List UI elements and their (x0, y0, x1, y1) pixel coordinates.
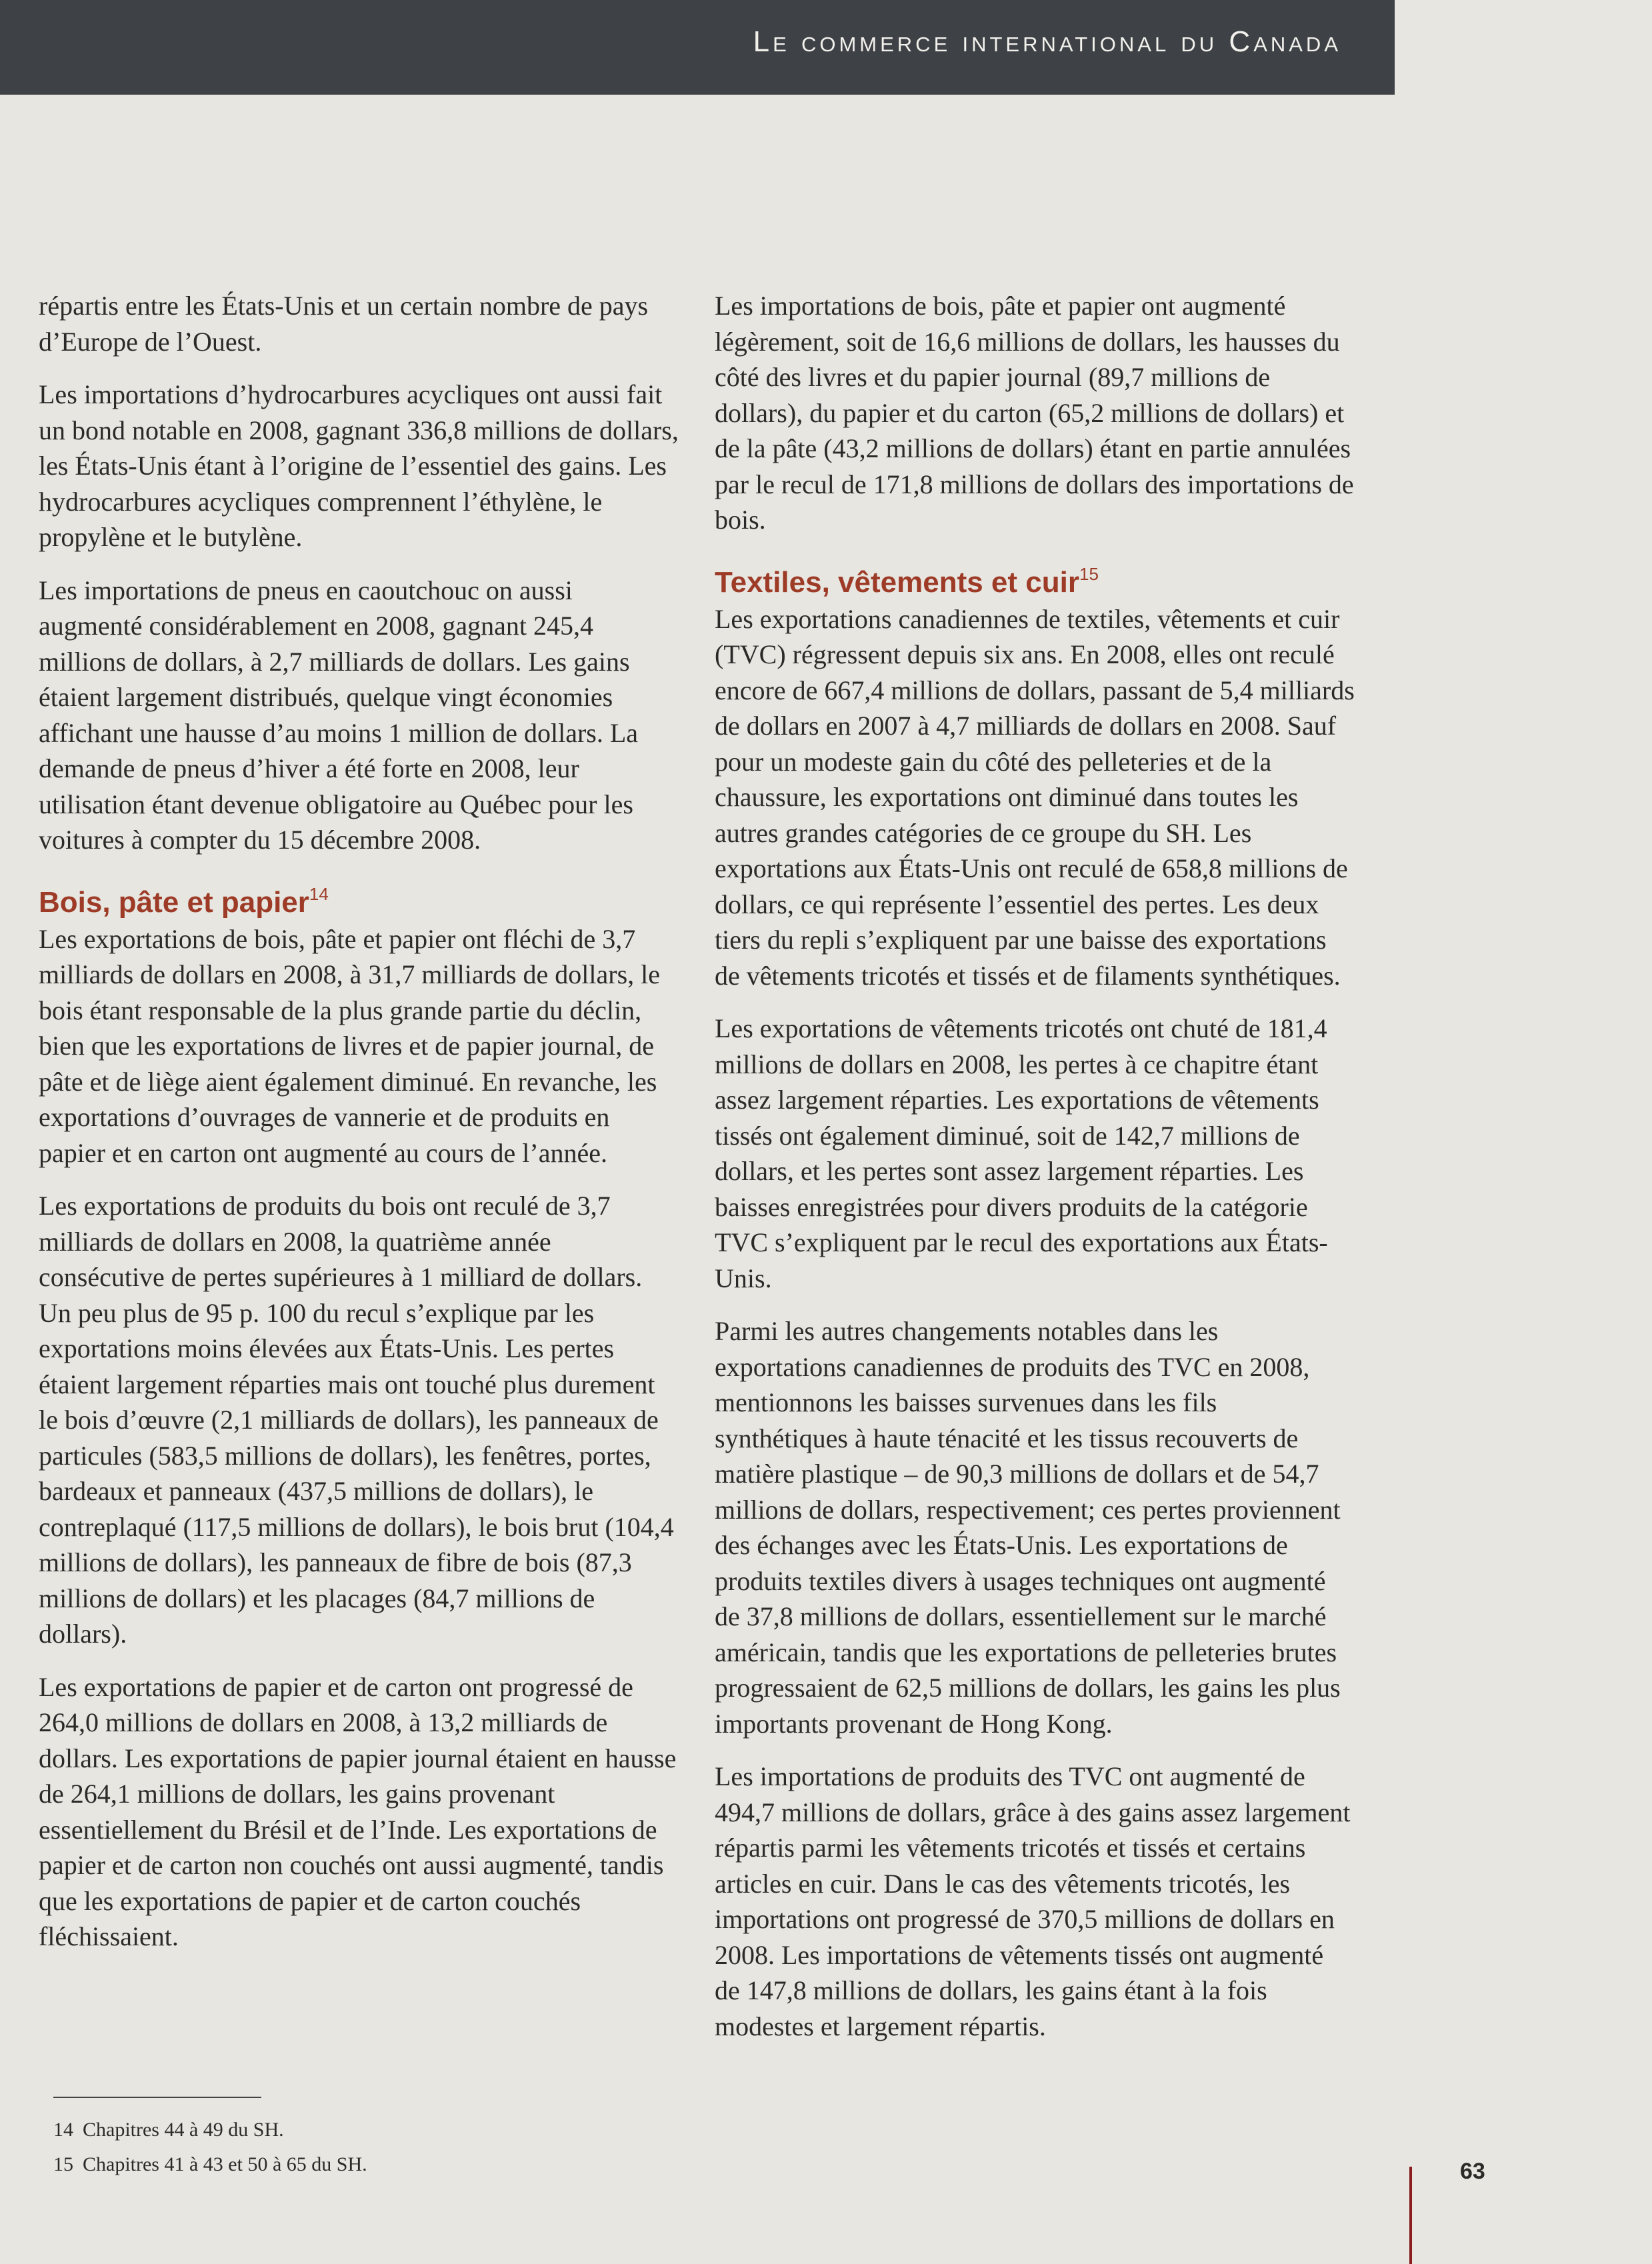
paragraph: répartis entre les États-Unis et un certain nombre de pays d’Europe de l’Ouest. (39, 291, 649, 357)
footnote-ref: 14 (309, 883, 329, 904)
right-column (715, 288, 1355, 2061)
paragraph: Parmi les autres changements notables dans les exportations canadiennes de produits des TVC en 2008, mentionnons les baisses survenues dans les fils synthétiques à haute ténacité et les tissus recouverts de matière plastique – de 90,3 millions de dollars et de 54,7 millions de dollars, respectivement; ces pertes proviennent des échanges avec les États-Unis. Les exportations de produits textiles divers à usages techniques ont augmenté de 37,8 millions de dollars, essentiellement sur le marché américain, tandis que les exportations de pelleteries brutes progressaient de 62,5 millions de dollars, les gains les plus importants provenant de Hong Kong. (715, 1316, 1341, 1739)
footnote-number: 15 (53, 2153, 73, 2175)
paragraph: Les exportations de vêtements tricotés ont chuté de 181,4 millions de dollars en 2008, les pertes à ce chapitre étant assez largement réparties. Les exportations de vêtements tissés ont également diminué, soit de 142,7 millions de dollars, et les pertes sont assez largement réparties. Les baisses enregistrées pour divers produits de la catégorie TVC s’expliquent par le recul des exportations aux États-Unis. (715, 1013, 1328, 1293)
footnote (53, 2147, 587, 2182)
footnote-text: Chapitres 44 à 49 du SH. (83, 2119, 284, 2141)
footnote (53, 2113, 587, 2147)
paragraph: Les importations de bois, pâte et papier ont augmenté légèrement, soit de 16,6 millions de dollars, les hausses du côté des livres et du papier journal (89,7 millions de dollars), du papier et du carton (65,2 millions de dollars) et de la pâte (43,2 millions de dollars) étant en partie annulées par le recul de 171,8 millions de dollars des importations de bois. (715, 291, 1354, 535)
running-header-title: Le commerce international du Canada (753, 25, 1341, 58)
page-number: 63 (1460, 2159, 1485, 2184)
paragraph: Les exportations canadiennes de textiles, vêtements et cuir (TVC) régressent depuis six ans. En 2008, elles ont reculé encore de 667,4 millions de dollars, passant de 5,4 milliards de dollars en 2007 à 4,7 milliards de dollars en 2008. Sauf pour un modeste gain du côté des pelleteries et de la chaussure, les exportations ont diminué dans toutes les autres grandes catégories de ce groupe du SH. Les exportations aux États-Unis ont reculé de 658,8 millions de dollars, ce qui représente l’essentiel des pertes. Les deux tiers du repli s’expliquent par une baisse des exportations de vêtements tricotés et tissés et de filaments synthétiques. (715, 603, 1355, 991)
paragraph: Les exportations de papier et de carton ont progressé de 264,0 millions de dollars en 2008, à 13,2 milliards de dollars. Les exportations de papier journal étaient en hausse de 264,1 millions de dollars, les gains provenant essentiellement du Brésil et de l’Inde. Les exportations de papier et de carton non couchés ont aussi augmenté, tandis que les exportations de papier et de carton couchés fléchissaient. (39, 1671, 677, 1951)
section-heading-bois (39, 875, 679, 921)
paragraph: Les importations d’hydrocarbures acycliques ont aussi fait un bond notable en 2008, gagnant 336,8 millions de dollars, les États-Unis étant à l’origine de l’essentiel des gains. Les hydrocarbures acycliques comprennent l’éthylène, le propylène et le butylène. (39, 379, 679, 552)
header-bar (0, 0, 1395, 95)
section-heading-text: Textiles, vêtements et cuir (715, 565, 1079, 599)
paragraph: Les importations de pneus en caoutchouc on aussi augmenté considérablement en 2008, gagnant 245,4 millions de dollars, à 2,7 milliards de dollars. Les gains étaient largement distribués, quelque vingt économies affichant une hausse d’au moins 1 million de dollars. La demande de pneus d’hiver a été forte en 2008, leur utilisation étant devenue obligatoire au Québec pour les voitures à compter du 15 décembre 2008. (39, 575, 639, 855)
paragraph: Les importations de produits des TVC ont augmenté de 494,7 millions de dollars, grâce à des gains assez largement répartis parmi les vêtements tricotés et tissés et certains articles en cuir. Dans le cas des vêtements tricotés, les importations ont progressé de 370,5 millions de dollars en 2008. Les importations de vêtements tissés ont augmenté de 147,8 millions de dollars, les gains étant à la fois modestes et largement répartis. (715, 1761, 1351, 2041)
section-heading-textiles (715, 555, 1355, 601)
section-heading-text: Bois, pâte et papier (39, 885, 309, 919)
footnotes (53, 2097, 587, 2182)
footnote-divider (53, 2097, 261, 2098)
footnote-text: Chapitres 41 à 43 et 50 à 65 du SH. (83, 2153, 367, 2175)
left-column (39, 288, 679, 1972)
paragraph: Les exportations de bois, pâte et papier ont fléchi de 3,7 milliards de dollars en 2008, à 31,7 milliards de dollars, le bois étant responsable de la plus grande partie du déclin, bien que les exportations de livres et de papier journal, de pâte et de liège aient également diminué. En revanche, les exportations d’ouvrages de vannerie et de produits en papier et en carton ont augmenté au cours de l’année. (39, 923, 661, 1168)
footnote-number: 14 (53, 2119, 73, 2141)
footnote-ref: 15 (1079, 563, 1099, 584)
page-number-rule (1409, 2167, 1412, 2264)
paragraph: Les exportations de produits du bois ont reculé de 3,7 milliards de dollars en 2008, la quatrième année consécutive de pertes supérieures à 1 milliard de dollars. Un peu plus de 95 p. 100 du recul s’explique par les exportations moins élevées aux États-Unis. Les pertes étaient largement réparties mais ont touché plus durement le bois d’œuvre (2,1 milliards de dollars), les panneaux de particules (583,5 millions de dollars), les fenêtres, portes, bardeaux et panneaux (437,5 millions de dollars), le contreplaqué (117,5 millions de dollars), le bois brut (104,4 millions de dollars), les panneaux de fibre de bois (87,3 millions de dollars) et les placages (84,7 millions de dollars). (39, 1191, 674, 1649)
